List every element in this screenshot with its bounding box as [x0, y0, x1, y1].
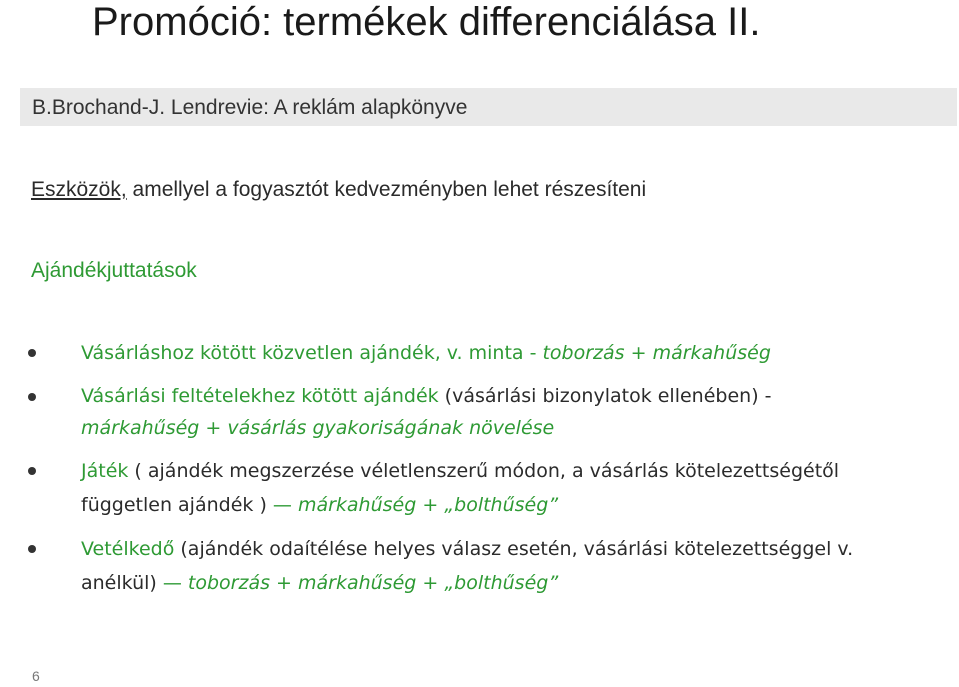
bullet-dash: — — [162, 572, 182, 594]
bullet-main: Játék — [81, 460, 129, 482]
page-number: 6 — [32, 668, 40, 684]
bullet-dot-icon — [28, 393, 36, 401]
bullet-item — [28, 454, 928, 522]
slide-title: Promóció: termékek differenciálása II. — [92, 0, 761, 44]
bullet-main: Vásárlási feltételekhez kötött ajándék — [81, 385, 439, 407]
bullet-result: toborzás + márkahűség + „bolthűség” — [181, 572, 559, 594]
bullet-dot-icon — [28, 545, 36, 553]
bullet-rest: (vásárlási bizonylatok ellenében) - — [438, 385, 772, 407]
bullet-result: márkahűség + „bolthűség” — [291, 494, 559, 516]
bullet-main: Vásárláshoz kötött közvetlen ajándék, v. minta - — [81, 342, 543, 364]
bullet-result: toborzás + márkahűség — [542, 342, 771, 364]
reference-bar — [20, 88, 957, 126]
bullet-item — [28, 380, 928, 444]
bullet-dot-icon — [28, 349, 36, 357]
reference-text: B.Brochand-J. Lendrevie: A reklám alapkönyve — [32, 96, 468, 119]
bullet-main: Vetélkedő — [81, 538, 175, 560]
bullet-item — [28, 532, 928, 600]
subtitle-underlined: Eszközök, — [31, 178, 127, 201]
bullet-rest: (ajándék odaítélése helyes válasz esetén, vásárlási kötelezettséggel v. anélkül) — [81, 538, 854, 594]
bullet-dot-icon — [28, 467, 36, 475]
bullet-rest: ( ajándék megszerzése véletlenszerű módon, a vásárlás kötelezettségétől független ajándék ) — [81, 460, 840, 516]
bullet-list — [28, 336, 928, 610]
bullet-result: márkahűség + vásárlás gyakoriságának növelése — [81, 417, 555, 439]
section-heading: Ajándékjuttatások — [31, 259, 197, 282]
subtitle-rest: amellyel a fogyasztót kedvezményben lehet részesíteni — [126, 178, 647, 201]
bullet-item — [28, 336, 928, 370]
bullet-dash: — — [272, 494, 292, 516]
subtitle — [31, 177, 646, 203]
